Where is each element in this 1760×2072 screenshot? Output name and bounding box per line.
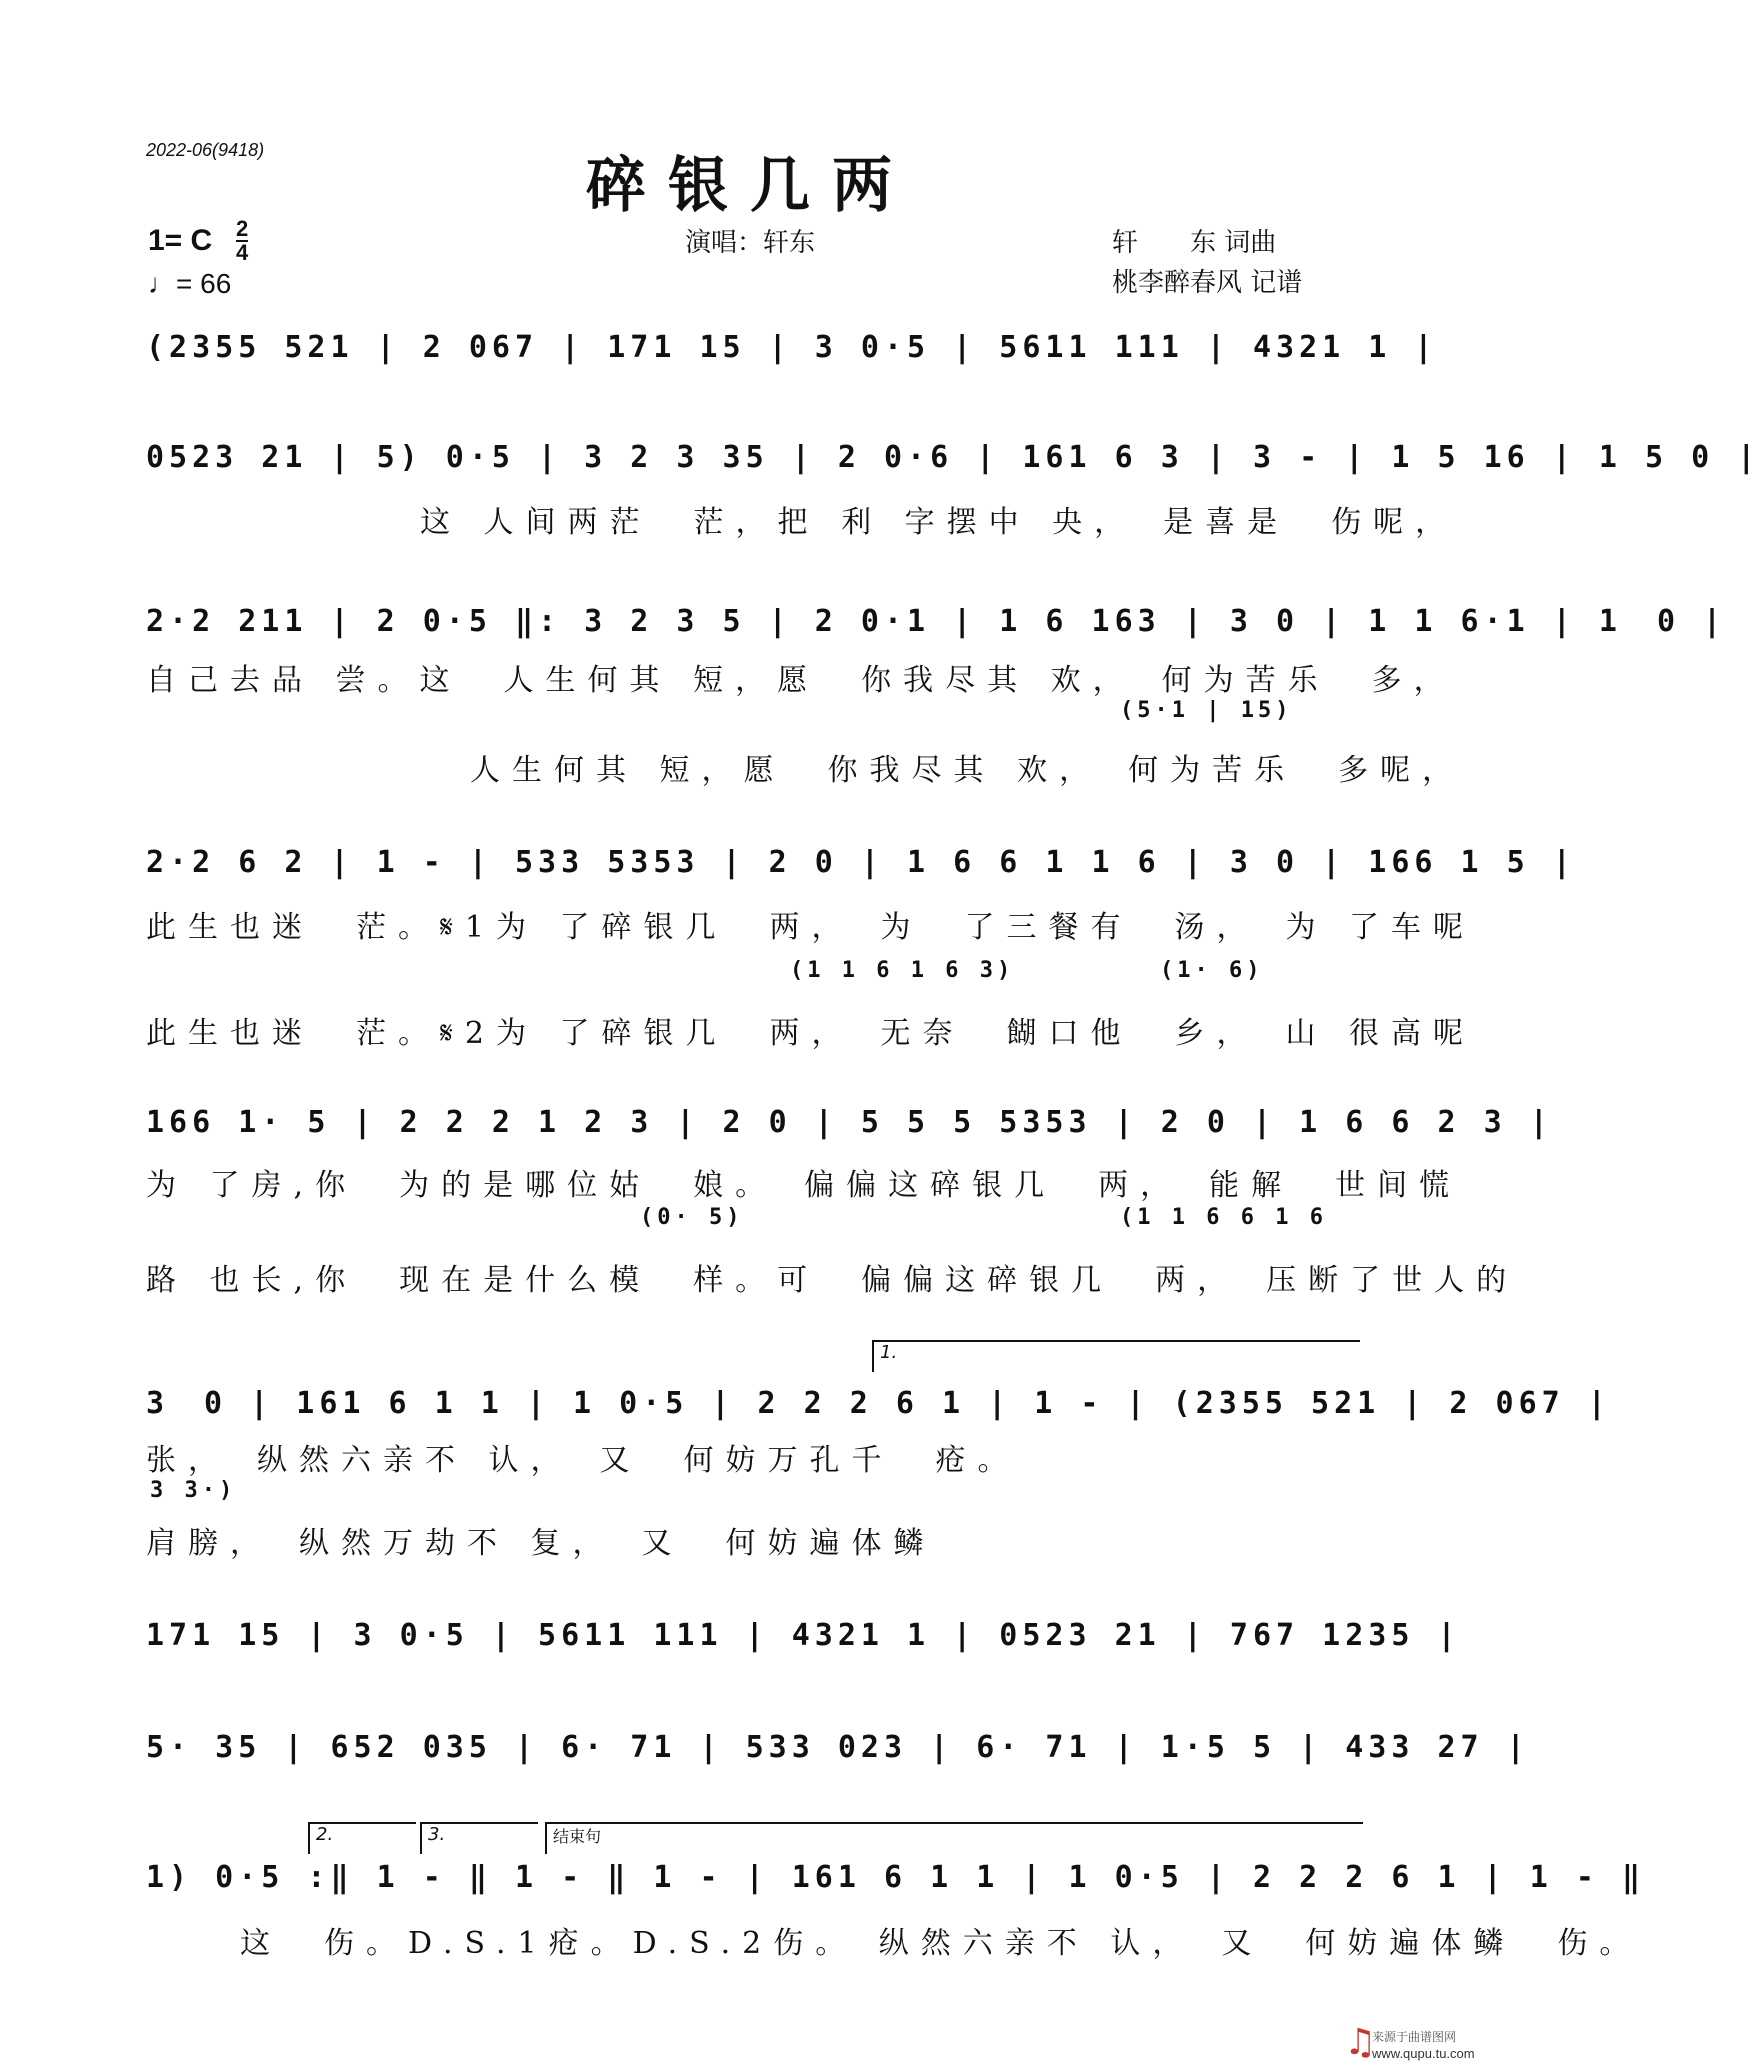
lyrics-line-6b: 肩膀， 纵然万劫不 复， 又 何妨遍体鳞	[146, 1526, 936, 1561]
score-line-4: 2·2 6 2 | 1 - | 533 5353 | 2 0 | 1 6 6 1 1 6 | 3 0 | 166 1 5 |	[146, 845, 1576, 880]
volta-3-label: 3.	[428, 1824, 446, 1845]
score-line-5: 166 1· 5 | 2 2 2 1 2 3 | 2 0 | 5 5 5 5353 | 2 0 | 1 6 6 2 3 |	[146, 1105, 1553, 1140]
song-title: 碎银几两	[586, 151, 914, 221]
watermark-site-name: 来源于曲谱图网	[1372, 2030, 1457, 2044]
watermark-url: www.qupu.tu.com	[1372, 2046, 1475, 2061]
alt-notes-line-4b: (1· 6)	[1160, 958, 1264, 983]
lyrics-line-6a: 张， 纵然六亲不 认， 又 何妨万孔千 疮。	[146, 1443, 1020, 1478]
alt-notes-line-5b: (1 1 6 6 1 6	[1120, 1205, 1327, 1230]
lyrics-line-2: 这 人间两茫 茫，把 利 字摆中 央， 是喜是 伤呢，	[420, 505, 1458, 540]
tempo-marking: ♩= 66	[148, 268, 232, 299]
score-line-1: (2355 521 | 2 067 | 171 15 | 3 0·5 | 5611 111 | 4321 1 |	[146, 330, 1438, 365]
singer-credit: 演唱：轩东	[684, 228, 815, 258]
lyrics-line-4a: 此生也迷 茫。𝄋1为 了碎银几 两， 为 了三餐有 汤， 为 了车呢	[146, 910, 1476, 945]
score-line-2: 0523 21 | 5) 0·5 | 3 2 3 35 | 2 0·6 | 161 6 3 | 3 - | 1 5 16 | 1 5 0 |	[146, 440, 1760, 475]
volta-1-label: 1.	[880, 1342, 898, 1363]
lyrics-line-4b: 此生也迷 茫。𝄋2为 了碎银几 两， 无奈 餬口他 乡， 山 很高呢	[146, 1016, 1476, 1051]
volta-1-bracket	[872, 1340, 1360, 1372]
music-note-logo-icon: ♫	[1344, 2022, 1377, 2063]
lyrics-line-5a: 为 了房,你 为的是哪位姑 娘。 偏偏这碎银几 两， 能解 世间慌	[146, 1168, 1462, 1203]
ending-label: 结束句	[553, 1827, 602, 1846]
lyrics-line-3b: 人生何其 短，愿 你我尽其 欢， 何为苦乐 多呢，	[470, 753, 1465, 788]
volta-2-label: 2.	[316, 1824, 334, 1845]
score-line-6: 3 0 | 161 6 1 1 | 1 0·5 | 2 2 2 6 1 | 1 - | (2355 521 | 2 067 |	[146, 1386, 1611, 1421]
lyrics-line-5b: 路 也长,你 现在是什么模 样。可 偏偏这碎银几 两， 压断了世人的	[146, 1263, 1519, 1298]
time-sig-numerator: 2	[236, 216, 249, 241]
score-code: 2022-06(9418)	[146, 140, 265, 160]
time-sig-denominator: 4	[236, 240, 249, 265]
ending-bracket	[545, 1822, 1363, 1854]
score-line-9: 1) 0·5 :‖ 1 - ‖ 1 - ‖ 1 - | 161 6 1 1 | 1 0·5 | 2 2 2 6 1 | 1 - ‖	[146, 1860, 1645, 1895]
time-signature	[236, 218, 248, 264]
score-line-7: 171 15 | 3 0·5 | 5611 111 | 4321 1 | 0523 21 | 767 1235 |	[146, 1618, 1461, 1653]
score-line-8: 5· 35 | 652 035 | 6· 71 | 533 023 | 6· 71 | 1·5 5 | 433 27 |	[146, 1730, 1530, 1765]
score-line-3: 2·2 211 | 2 0·5 ‖: 3 2 3 5 | 2 0·1 | 1 6 163 | 3 0 | 1 1 6·1 | 1 0 |	[146, 604, 1727, 639]
alt-notes-line-4a: (1 1 6 1 6 3)	[790, 958, 1015, 983]
volta-3-bracket	[420, 1822, 538, 1854]
alt-notes-line-5a: (0· 5)	[640, 1205, 744, 1230]
alt-notes-line-3: (5·1 | 15)	[1120, 698, 1293, 723]
lyrics-line-3a: 自己去品 尝。这 人生何其 短，愿 你我尽其 欢， 何为苦乐 多，	[146, 663, 1456, 698]
volta-2-bracket	[308, 1822, 416, 1854]
transcriber-credit: 桃李醉春风 记谱	[1112, 268, 1303, 298]
key-signature: 1= C	[148, 224, 213, 257]
alt-notes-line-6: 3 3·)	[150, 1478, 237, 1503]
lyrics-line-9: 这 伤。D.S.1疮。D.S.2伤。 纵然六亲不 认， 又 何妨遍体鳞 伤。	[240, 1926, 1642, 1961]
composer-credit: 轩 东 词曲	[1112, 228, 1277, 258]
